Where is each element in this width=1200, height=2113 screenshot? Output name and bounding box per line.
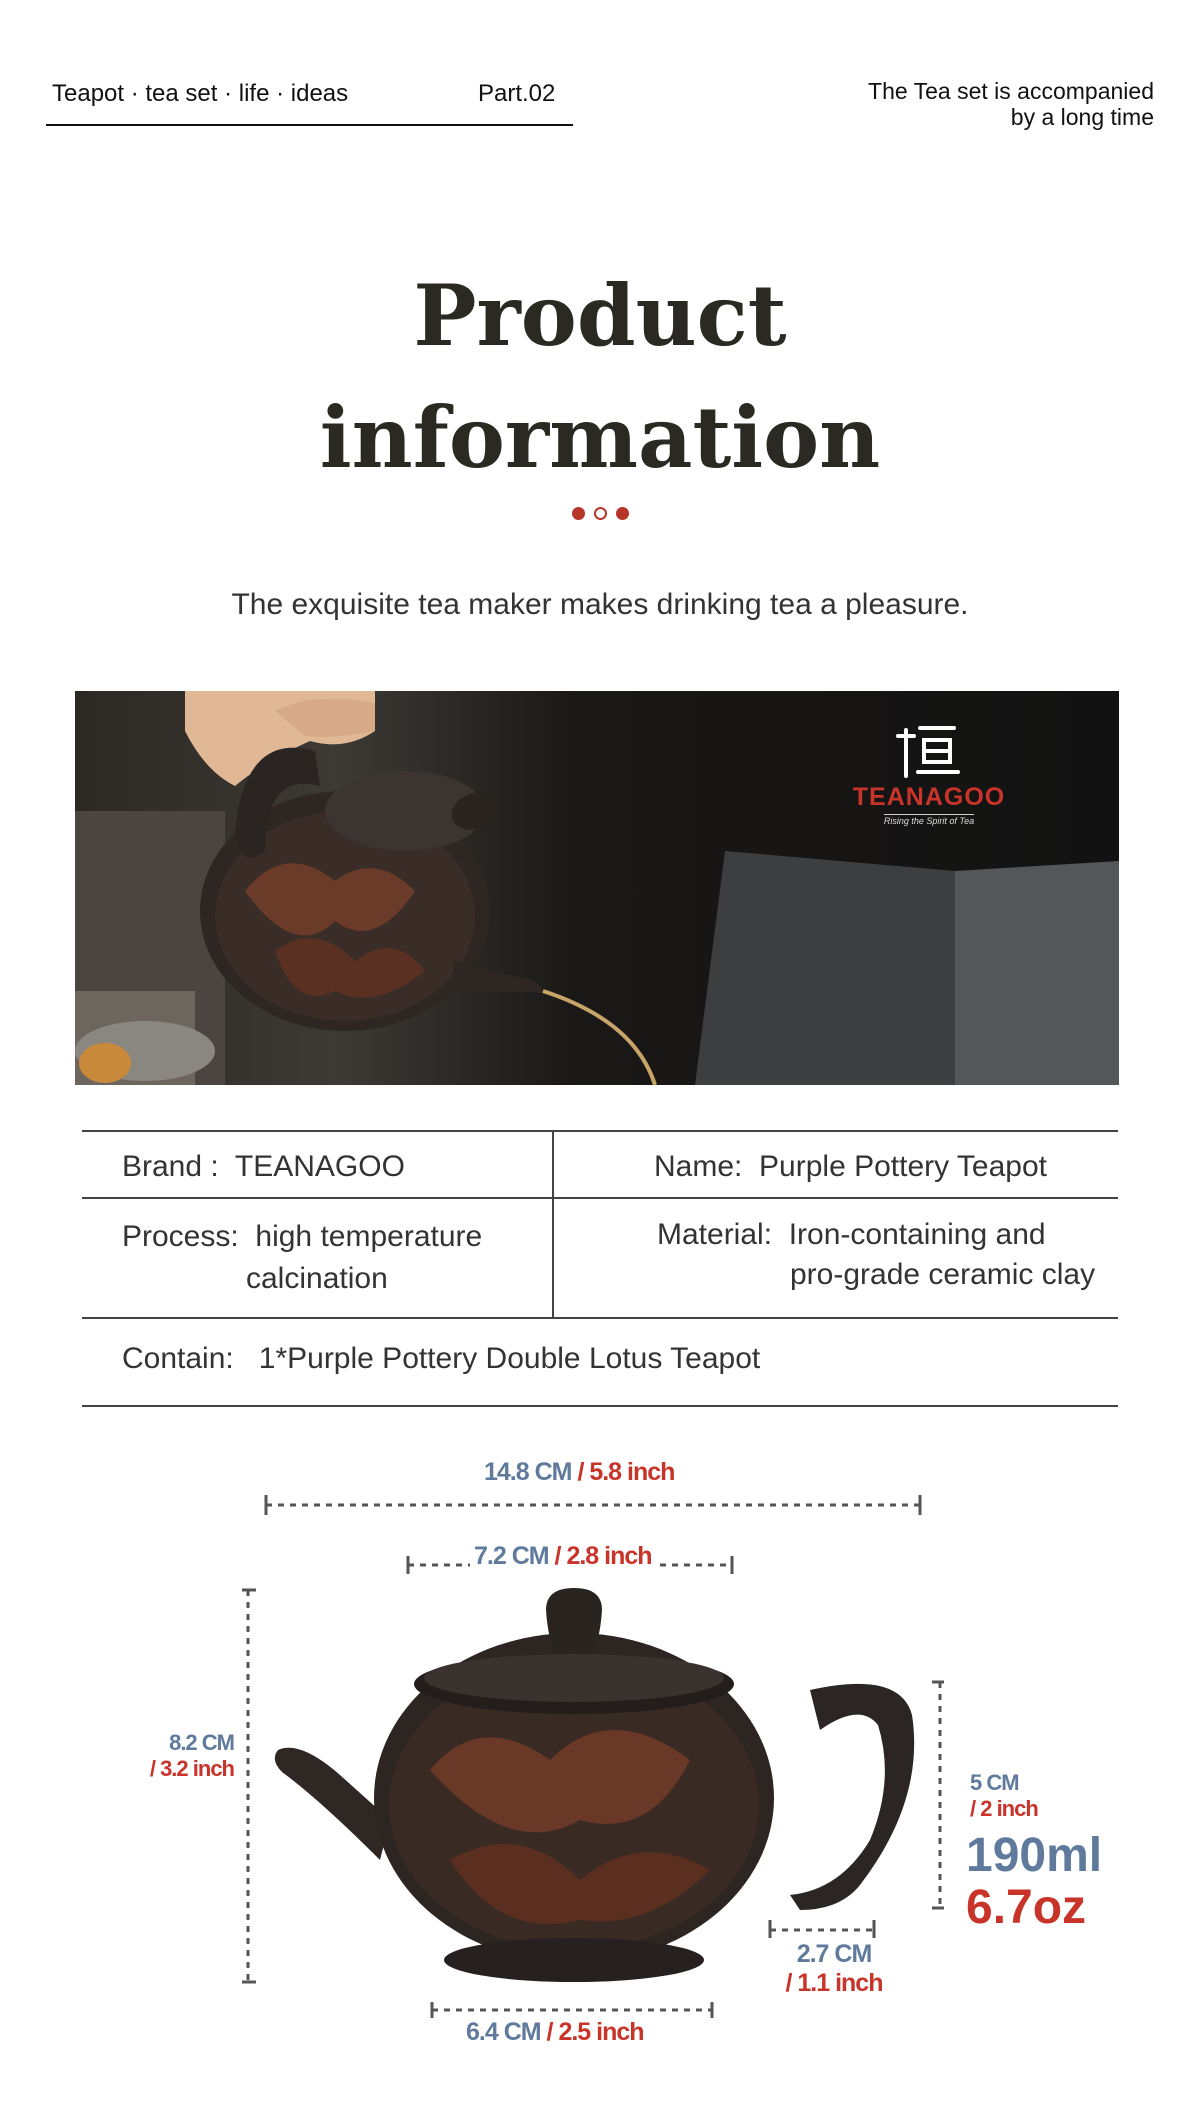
spec-name-value: Purple Pottery Teapot xyxy=(759,1150,1047,1183)
spec-process-value-line2: calcination xyxy=(246,1262,388,1295)
brand-logo-name: TEANAGOO xyxy=(852,783,1006,811)
dot-filled xyxy=(616,507,629,520)
dim-overall-width xyxy=(484,1458,674,1487)
page-title xyxy=(0,255,1200,499)
dim-base-width xyxy=(466,2018,644,2047)
dim-body-height xyxy=(970,1770,1038,1822)
spec-process-value-line1: high temperature xyxy=(255,1220,483,1253)
spec-brand xyxy=(122,1146,405,1188)
spec-process xyxy=(122,1216,482,1258)
dim-base-width-in: / 2.5 inch xyxy=(546,2018,644,2046)
dot-filled xyxy=(572,507,585,520)
dim-height xyxy=(138,1730,234,1782)
table-divider xyxy=(552,1130,554,1318)
header-part-label: Part.02 xyxy=(478,80,556,107)
capacity-ml: 190ml xyxy=(966,1829,1103,1882)
page-title-line1: Product xyxy=(413,266,787,365)
spec-material xyxy=(657,1214,1046,1256)
table-rule xyxy=(82,1197,1118,1199)
brand-glyph-icon xyxy=(894,722,964,778)
brand-logo-tagline: Rising the Spirit of Tea xyxy=(883,816,975,826)
dim-overall-width-cm: 14.8 CM xyxy=(484,1458,572,1486)
header-nav: Teapot · tea set · life · ideas xyxy=(52,80,349,107)
dim-height-cm: 8.2 CM xyxy=(169,1730,234,1755)
dim-lid-width-in: / 2.8 inch xyxy=(554,1542,652,1570)
dim-foot-height-in: / 1.1 inch xyxy=(785,1969,883,1997)
table-rule xyxy=(82,1317,1118,1319)
dim-lid-width xyxy=(470,1542,656,1571)
spec-material-value-line1: Iron-containing and xyxy=(788,1218,1046,1251)
header-tagline-line2: by a long time xyxy=(1010,104,1154,130)
dim-body-height-in: / 2 inch xyxy=(970,1796,1038,1821)
header-underline xyxy=(46,124,573,126)
header-tagline-line1: The Tea set is accompanied xyxy=(868,78,1154,104)
spec-contain-value: 1*Purple Pottery Double Lotus Teapot xyxy=(258,1342,761,1375)
spec-material-value-line2: pro-grade ceramic clay xyxy=(790,1258,1096,1291)
dim-height-in: / 3.2 inch xyxy=(149,1756,234,1781)
table-rule xyxy=(82,1405,1118,1407)
spec-brand-value: TEANAGOO xyxy=(234,1150,405,1183)
spec-contain xyxy=(122,1338,760,1380)
dimension-diagram xyxy=(0,1440,1200,2113)
dim-body-height-cm: 5 CM xyxy=(970,1770,1019,1795)
table-rule xyxy=(82,1130,1118,1132)
page-title-line2: information xyxy=(319,388,881,487)
spec-material-label: Material: xyxy=(657,1218,773,1251)
subtitle: The exquisite tea maker makes drinking tea a pleasure. xyxy=(231,588,969,621)
spec-name xyxy=(654,1146,1047,1188)
capacity xyxy=(966,1830,1102,1934)
spec-name-label: Name: xyxy=(654,1150,743,1183)
spec-contain-label: Contain: xyxy=(122,1342,234,1375)
dim-lid-width-cm: 7.2 CM xyxy=(474,1542,549,1570)
capacity-oz: 6.7oz xyxy=(966,1881,1087,1934)
dim-foot-height-cm: 2.7 CM xyxy=(796,1940,872,1968)
dot-hollow xyxy=(594,507,607,520)
spec-process-label: Process: xyxy=(122,1220,239,1253)
brand-logo xyxy=(844,722,1014,829)
title-dots-decoration xyxy=(0,507,1200,520)
spec-brand-label: Brand : xyxy=(122,1150,219,1183)
header-tagline xyxy=(868,78,1154,130)
dim-base-width-cm: 6.4 CM xyxy=(466,2018,541,2046)
dim-overall-width-in: / 5.8 inch xyxy=(577,1458,675,1486)
dim-foot-height xyxy=(770,1940,898,1998)
